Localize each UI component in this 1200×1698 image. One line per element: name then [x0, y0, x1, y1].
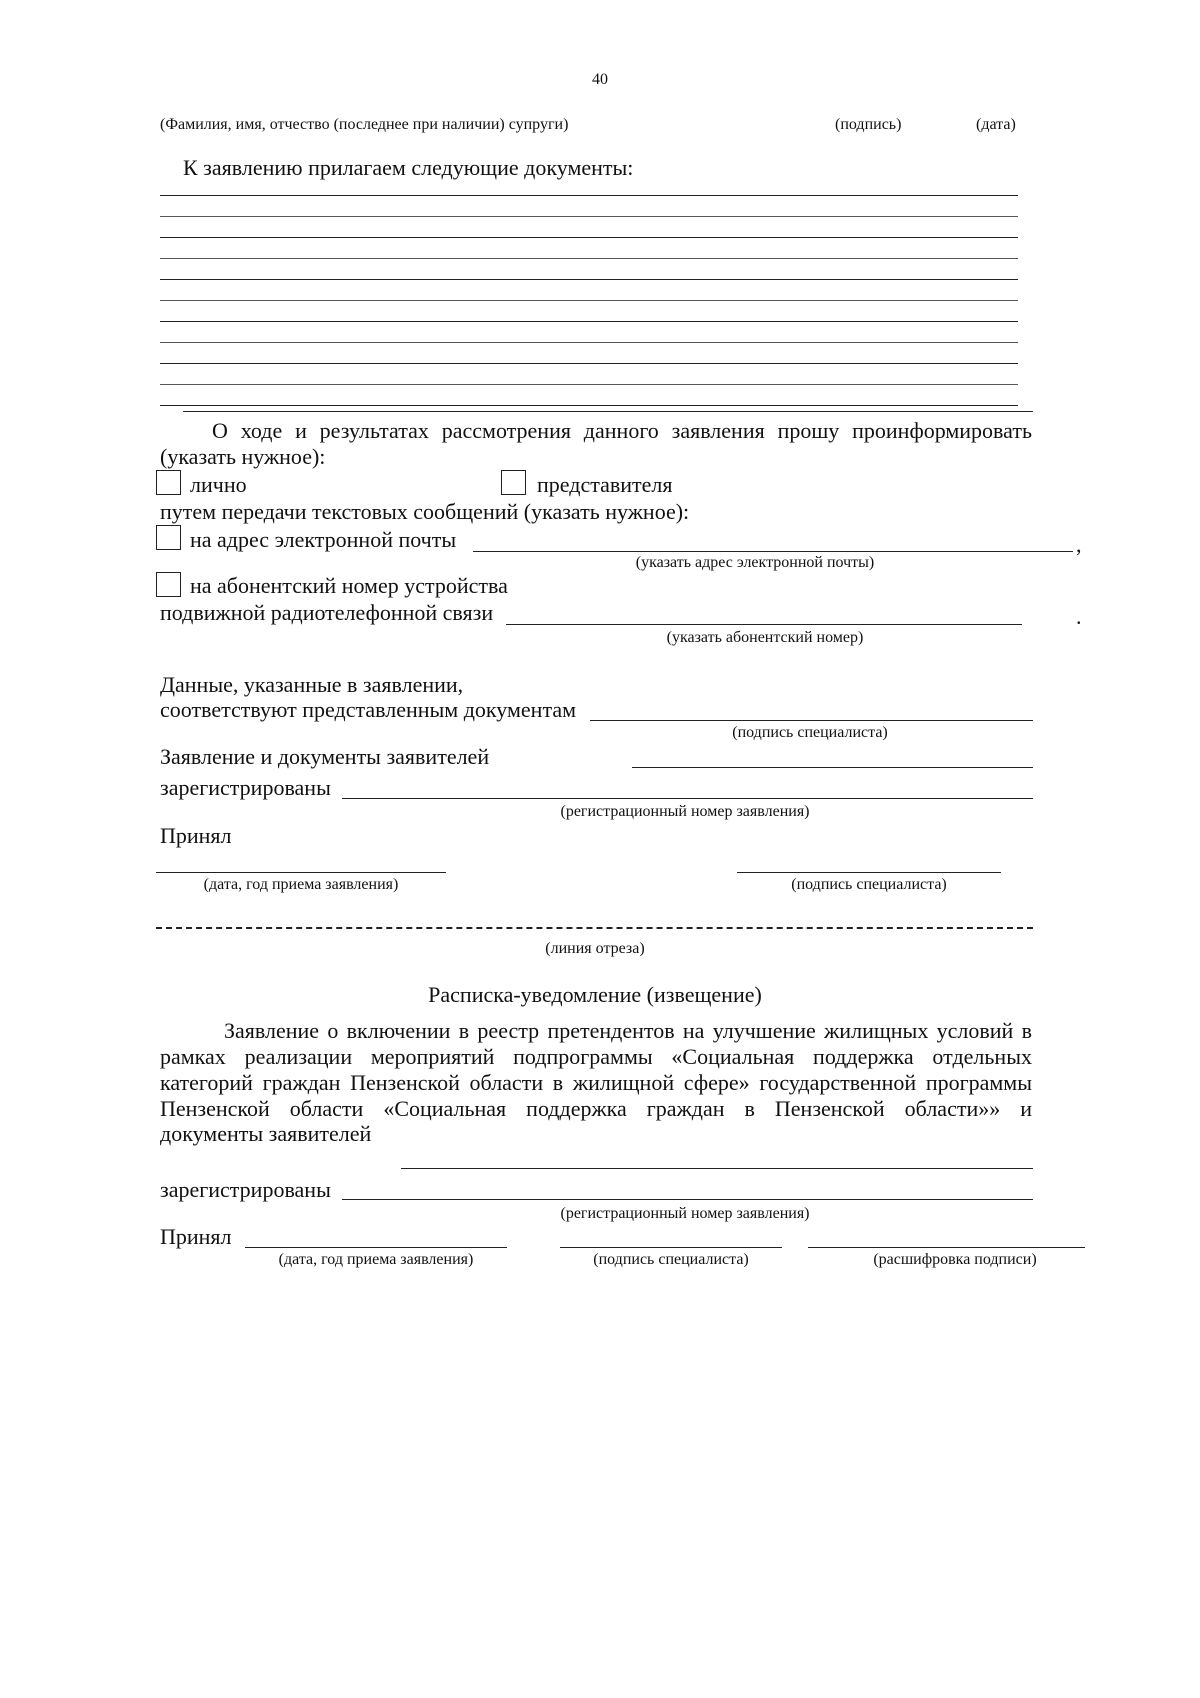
receipt-accepted-label: Принял [160, 1224, 232, 1249]
attachment-line[interactable] [160, 321, 1018, 322]
registration-number-caption: (регистрационный номер заявления) [560, 803, 810, 820]
representative-checkbox[interactable] [501, 470, 526, 495]
attachment-line[interactable] [160, 342, 1018, 343]
accepted-label: Принял [160, 823, 232, 848]
personal-option-label: лично [190, 472, 247, 497]
attachment-line[interactable] [160, 279, 1018, 280]
receipt-paragraph-line1: Заявление о включении в реестр претендентов на улучшение жилищных условий в [224, 1018, 1032, 1043]
receipt-paragraph-line4: Пензенской области «Социальная поддержка граждан в Пензенской области»» и [160, 1096, 1032, 1121]
receipt-paragraph-line3: категорий граждан Пензенской области в жилищной сфере» государственной программы [160, 1070, 1032, 1095]
phone-input-line[interactable] [506, 624, 1022, 625]
email-input-line[interactable] [473, 551, 1073, 552]
accept-date-line[interactable] [156, 872, 446, 873]
spouse-name-caption: (Фамилия, имя, отчество (последнее при наличии) супруги) [160, 116, 569, 133]
attachment-line[interactable] [160, 405, 1018, 406]
spouse-signature-caption: (подпись) [835, 116, 902, 133]
phone-option-label-line1: на абонентский номер устройства [190, 573, 508, 598]
receipt-registered-label: зарегистрированы [160, 1177, 331, 1202]
receipt-decode-caption: (расшифровка подписи) [873, 1251, 1037, 1268]
data-correspond-line1: Данные, указанные в заявлении, [160, 672, 464, 697]
attachment-line[interactable] [160, 195, 1018, 196]
phone-caption: (указать абонентский номер) [666, 629, 864, 646]
receipt-paragraph-line5: документы заявителей [160, 1121, 372, 1146]
attachment-line[interactable] [160, 258, 1018, 259]
email-option-label: на адрес электронной почты [190, 527, 457, 552]
accept-date-caption: (дата, год приема заявления) [203, 876, 399, 893]
receipt-decode-line[interactable] [808, 1247, 1085, 1248]
spouse-date-caption: (дата) [976, 116, 1016, 133]
personal-checkbox[interactable] [156, 470, 181, 495]
receipt-date-caption: (дата, год приема заявления) [278, 1251, 474, 1268]
specialist-signature-caption: (подпись специалиста) [732, 724, 888, 741]
attachment-line[interactable] [160, 216, 1018, 217]
email-caption: (указать адрес электронной почты) [635, 554, 875, 571]
page-number: 40 [592, 71, 608, 88]
cut-line [156, 927, 1033, 929]
accept-signature-line[interactable] [737, 872, 1001, 873]
phone-trailing-period: . [1076, 604, 1082, 629]
receipt-signature-line[interactable] [560, 1247, 782, 1248]
receipt-signature-caption: (подпись специалиста) [593, 1251, 749, 1268]
cut-line-caption: (линия отреза) [545, 940, 645, 957]
attachment-line[interactable] [183, 411, 1033, 412]
specialist-signature-line[interactable] [590, 720, 1033, 721]
attachment-line[interactable] [160, 237, 1018, 238]
phone-option-label-line2: подвижной радиотелефонной связи [160, 600, 494, 625]
notification-line2: (указать нужное): [160, 444, 326, 469]
attachments-heading: К заявлению прилагаем следующие документы: [183, 155, 634, 180]
notification-line1: О ходе и результатах рассмотрения данного заявления прошу проинформировать [212, 418, 1032, 443]
accept-signature-caption: (подпись специалиста) [791, 876, 947, 893]
receipt-date-line[interactable] [245, 1247, 507, 1248]
email-trailing-comma: , [1076, 532, 1082, 557]
attachment-line[interactable] [160, 384, 1018, 385]
registration-number-line[interactable] [342, 798, 1033, 799]
registered-line1: Заявление и документы заявителей [160, 744, 490, 769]
phone-checkbox[interactable] [156, 572, 181, 597]
data-correspond-line2: соответствуют представленным документам [160, 697, 577, 722]
registered-line2: зарегистрированы [160, 775, 331, 800]
attachment-line[interactable] [160, 300, 1018, 301]
receipt-extra-line[interactable] [401, 1168, 1033, 1169]
representative-option-label: представителя [537, 472, 673, 497]
email-checkbox[interactable] [156, 525, 181, 550]
receipt-registration-number-caption: (регистрационный номер заявления) [560, 1205, 810, 1222]
receipt-title: Расписка-уведомление (извещение) [428, 982, 762, 1007]
text-messages-instruction: путем передачи текстовых сообщений (указать нужное): [160, 499, 690, 524]
attachment-line[interactable] [160, 363, 1018, 364]
registration-extra-line[interactable] [632, 767, 1033, 768]
receipt-paragraph-line2: рамках реализации мероприятий подпрограммы «Социальная поддержка отдельных [160, 1044, 1032, 1069]
receipt-registration-number-line[interactable] [342, 1199, 1033, 1200]
